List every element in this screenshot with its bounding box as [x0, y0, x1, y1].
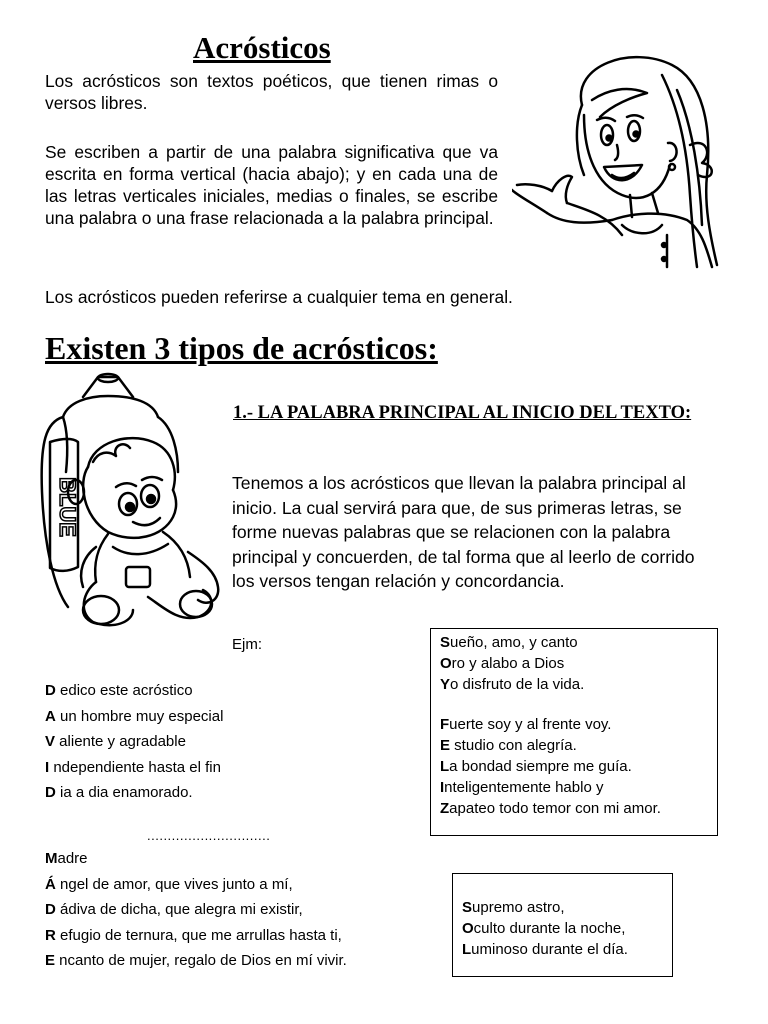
poem-line: Oculto durante la noche,	[462, 919, 626, 937]
poem-line: E ncanto de mujer, regalo de Dios en mí vivir.	[45, 952, 347, 969]
poem-box-sol	[452, 873, 673, 977]
poem-line: R efugio de ternura, que me arrullas hasta ti,	[45, 926, 342, 944]
poem-line: Oro y alabo a Dios	[440, 654, 565, 672]
poem-david	[45, 678, 223, 806]
poem-line: Fuerte soy y al frente voy.	[440, 716, 612, 734]
crayon-boy-illustration	[38, 372, 223, 632]
poem-line: I ndependiente hasta el fin	[45, 758, 221, 776]
poem-line: E studio con alegría.	[440, 737, 577, 755]
poem-box-soy-feliz	[430, 628, 718, 836]
intro-paragraph-1: Los acrósticos son textos poéticos, que tienen rimas o versos libres.	[45, 71, 498, 113]
poem-line: La bondad siempre me guía.	[440, 757, 632, 775]
section-1-body: Tenemos a los acrósticos que llevan la palabra principal al inicio. La cual servirá para que, de sus primeras letras, se forme nuevas palabras que se relacionen con la palabra principal y concuerden, de tal forma que al leerlo de corrido los versos tengan relación y concordancia.	[232, 473, 695, 592]
example-label: Ejm:	[232, 636, 262, 653]
intro-paragraph-2: Se escriben a partir de una palabra significativa que va escrita en forma vertical (hacia abajo); y en cada una de las letras verticales iniciales, medias o finales, se escribe una palabra o una frase relacionada a la palabra principal.	[45, 142, 498, 228]
crayon-label: BLUE	[55, 477, 80, 537]
page-title: Acrósticos	[193, 30, 331, 65]
types-heading: Existen 3 tipos de acrósticos:	[45, 330, 438, 366]
poem-line: Madre	[45, 850, 88, 867]
poem-line: Yo disfruto de la vida.	[440, 675, 585, 693]
poem-line: V aliente y agradable	[45, 733, 186, 750]
separator-dots: ..............................	[147, 828, 271, 843]
section-1-heading: 1.- LA PALABRA PRINCIPAL AL INICIO DEL TEXTO:	[233, 403, 692, 423]
poem-line: Inteligentemente hablo y	[440, 778, 604, 796]
poem-line: Á ngel de amor, que vives junto a mí,	[45, 875, 293, 893]
intro-paragraph-3: Los acrósticos pueden referirse a cualquier tema en general.	[45, 287, 513, 307]
poem-line: Zapateo todo temor con mi amor.	[440, 799, 661, 817]
poem-line: Luminoso durante el día.	[462, 940, 628, 958]
poem-line: D ia a dia enamorado.	[45, 784, 193, 801]
poem-line: Sueño, amo, y canto	[440, 634, 578, 651]
poem-line: D ádiva de dicha, que alegra mi existir,	[45, 901, 303, 918]
girl-illustration	[512, 45, 732, 270]
poem-madre	[45, 846, 347, 974]
poem-line: Supremo astro,	[462, 899, 565, 916]
poem-line: D edico este acróstico	[45, 682, 193, 699]
poem-line: A un hombre muy especial	[45, 707, 224, 725]
